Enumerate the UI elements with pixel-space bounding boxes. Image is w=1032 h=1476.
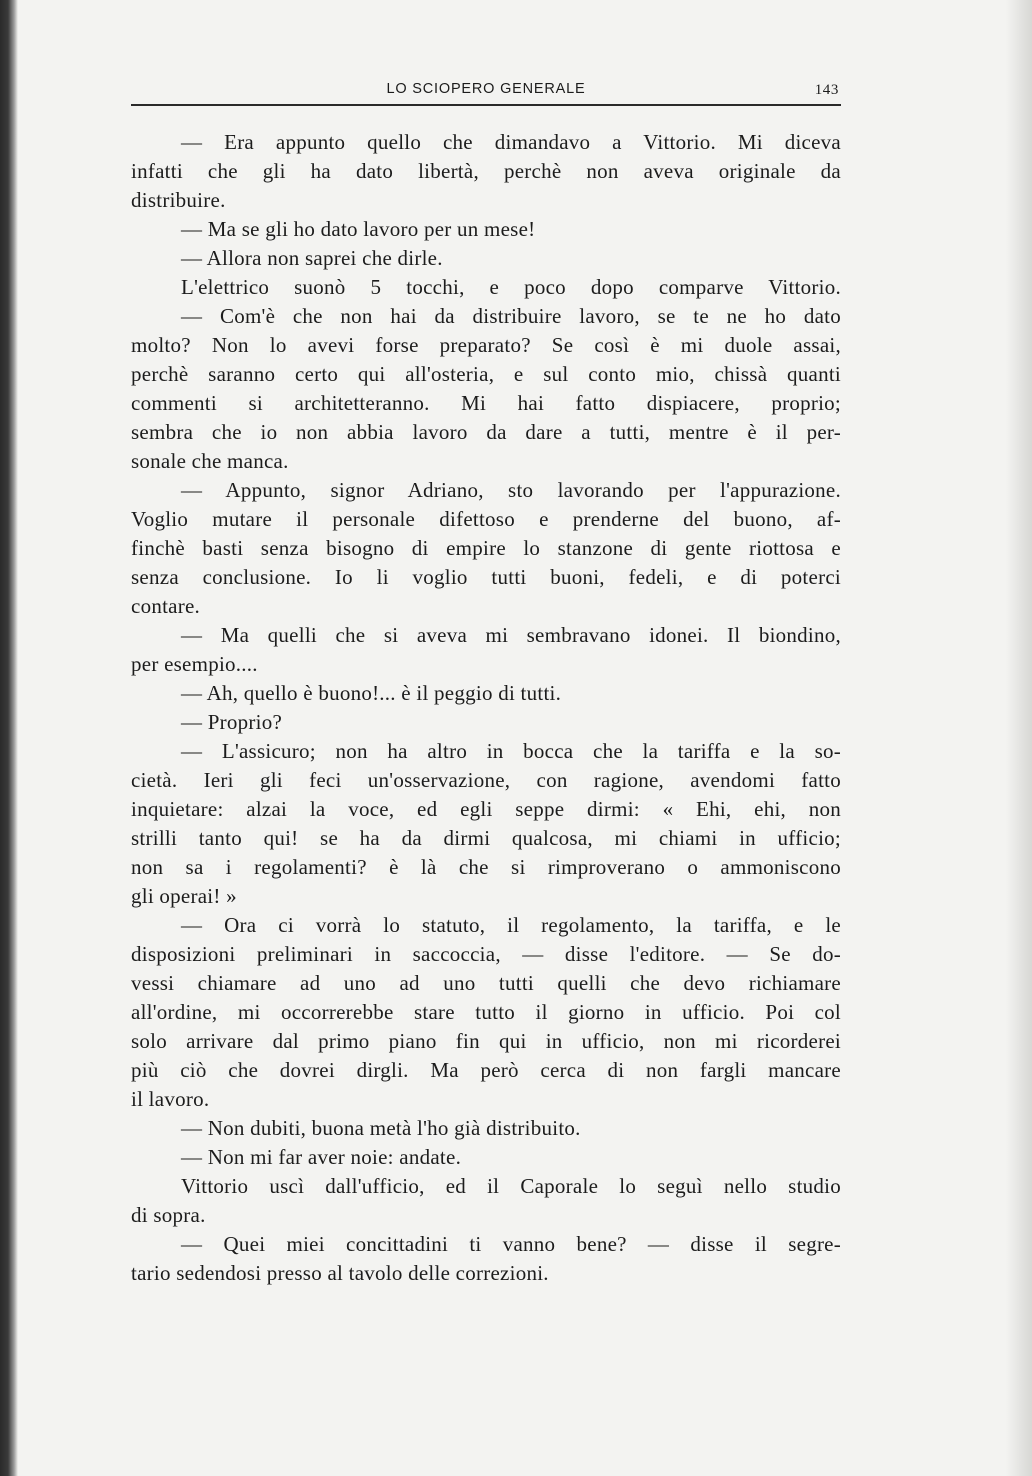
text-line: — Ah, quello è buono!... è il peggio di tutti.: [181, 681, 562, 705]
scan-left-edge: [0, 0, 18, 1476]
text-line: il lavoro.: [131, 1087, 210, 1111]
text-line: — Ora ci vorrà lo statuto, il regolamento, la tariffa, e le: [181, 913, 841, 937]
text-line: sonale che manca.: [131, 449, 289, 473]
text-line: Vittorio uscì dall'ufficio, ed il Caporale lo seguì nello studio: [181, 1174, 841, 1198]
text-line: non sa i regolamenti? è là che si rimproverano o ammoniscono: [131, 855, 841, 879]
text-line: — Non mi far aver noie: andate.: [181, 1145, 462, 1169]
text-line: — Era appunto quello che dimandavo a Vittorio. Mi diceva: [181, 130, 841, 154]
text-line: — L'assicuro; non ha altro in bocca che la tariffa e la so-: [181, 739, 841, 763]
running-head: LO SCIOPERO GENERALE: [386, 81, 586, 97]
text-line: di sopra.: [131, 1203, 206, 1227]
text-line: molto? Non lo avevi forse preparato? Se così è mi duole assai,: [131, 333, 841, 357]
text-line: perchè saranno certo qui all'osteria, e sul conto mio, chissà quanti: [131, 362, 841, 386]
text-line: — Proprio?: [181, 710, 283, 734]
book-page: [131, 70, 841, 1288]
text-line: — Ma quelli che si aveva mi sembravano idonei. Il biondino,: [181, 623, 841, 647]
text-line: contare.: [131, 594, 201, 618]
scan-right-edge: [1006, 0, 1032, 1476]
text-line: distribuire.: [131, 188, 226, 212]
text-line: sembra che io non abbia lavoro da dare a tutti, mentre è il per-: [131, 420, 841, 444]
text-line: solo arrivare dal primo piano fin qui in ufficio, non mi ricorderei: [131, 1029, 841, 1053]
text-line: L'elettrico suonò 5 tocchi, e poco dopo comparve Vittorio.: [181, 275, 841, 299]
text-line: — Appunto, signor Adriano, sto lavorando per l'appurazione.: [181, 478, 841, 502]
text-line: — Non dubiti, buona metà l'ho già distribuito.: [181, 1116, 581, 1140]
text-line: all'ordine, mi occorrerebbe stare tutto il giorno in ufficio. Poi col: [131, 1000, 841, 1024]
text-line: strilli tanto qui! se ha da dirmi qualcosa, mi chiami in ufficio;: [131, 826, 841, 850]
text-line: Voglio mutare il personale difettoso e prenderne del buono, af-: [131, 507, 841, 531]
text-line: disposizioni preliminari in saccoccia, — disse l'editore. — Se do-: [131, 942, 841, 966]
text-line: tario sedendosi presso al tavolo delle correzioni.: [131, 1261, 549, 1285]
page-number: 143: [814, 82, 839, 98]
text-line: più ciò che dovrei dirgli. Ma però cerca di non fargli mancare: [131, 1058, 841, 1082]
text-line: per esempio....: [131, 652, 258, 676]
body-text: [131, 128, 841, 1288]
text-line: — Allora non saprei che dirle.: [181, 246, 443, 270]
text-line: inquietare: alzai la voce, ed egli seppe dirmi: « Ehi, ehi, non: [131, 797, 841, 821]
text-line: infatti che gli ha dato libertà, perchè non aveva originale da: [131, 159, 841, 183]
text-line: — Ma se gli ho dato lavoro per un mese!: [181, 217, 536, 241]
text-line: commenti si architetteranno. Mi hai fatto dispiacere, proprio;: [131, 391, 841, 415]
text-line: — Com'è che non hai da distribuire lavoro, se te ne ho dato: [181, 304, 841, 328]
text-line: senza conclusione. Io li voglio tutti buoni, fedeli, e di poterci: [131, 565, 841, 589]
text-line: — Quei miei concittadini ti vanno bene? — disse il segre-: [181, 1232, 841, 1256]
text-line: vessi chiamare ad uno ad uno tutti quelli che devo richiamare: [131, 971, 841, 995]
text-line: gli operai! »: [131, 884, 237, 908]
text-line: finchè basti senza bisogno di empire lo stanzone di gente riottosa e: [131, 536, 841, 560]
page-header: [131, 70, 841, 106]
text-line: cietà. Ieri gli feci un'osservazione, con ragione, avendomi fatto: [131, 768, 841, 792]
